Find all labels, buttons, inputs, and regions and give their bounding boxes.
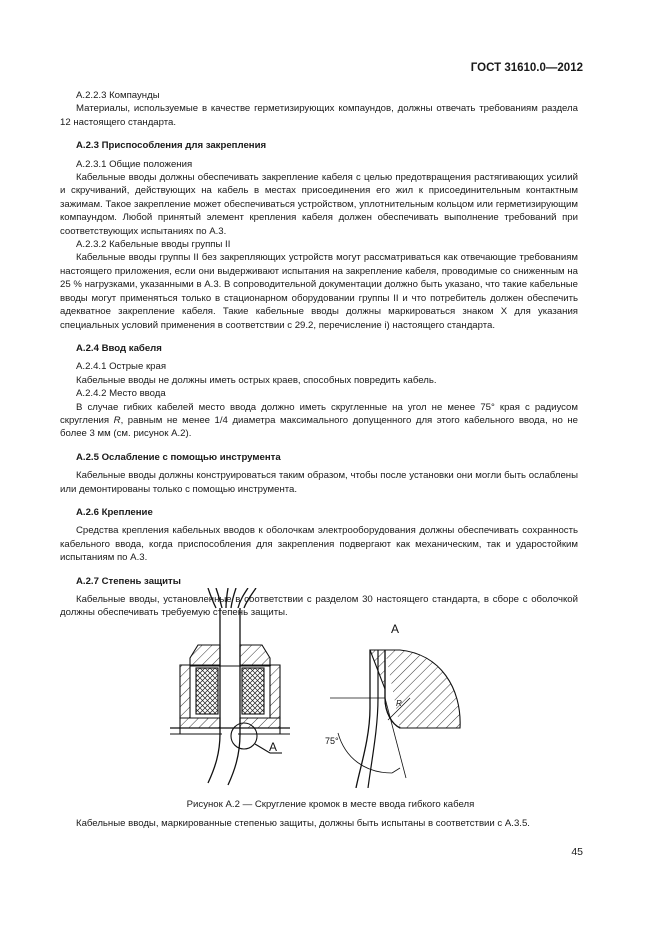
section-heading: А.2.3 Приспособления для закрепления: [76, 140, 267, 152]
figure-caption: Рисунок А.2 — Скругление кромок в месте ввода гибкого кабеля: [186, 799, 475, 810]
section-heading: А.2.6 Крепление: [76, 506, 153, 518]
paragraph: Материалы, используемые в качестве герметизирующих компаундов, должны отвечать требованиям раздела 12 настоящего стандарта.: [60, 103, 578, 128]
radius-symbol: R: [113, 414, 121, 426]
subsection-title: А.2.3.1 Общие положения: [76, 158, 193, 170]
subsection-title: А.2.4.2 Место ввода: [76, 388, 166, 400]
page-number: 45: [571, 846, 583, 858]
paragraph: Кабельные вводы, маркированные степенью защиты, должны быть испытаны в соответствии с А.3.5.: [76, 818, 530, 829]
paragraph: Кабельные вводы не должны иметь острых краев, способных повредить кабель.: [76, 374, 437, 386]
subsection-title: А.2.2.3 Компаунды: [76, 90, 160, 101]
paragraph: [60, 401, 578, 441]
paragraph-part: В случае гибких кабелей место ввода должно иметь скругленные на угол не менее 75° края с радиусом скругления: [60, 401, 578, 426]
section-heading: А.2.5 Ослабление с помощью инструмента: [76, 451, 281, 463]
paragraph: Кабельные вводы должны конструироваться таким образом, чтобы после установки они могли быть ослаблены или демонтированы только с помощью инструмента.: [60, 470, 578, 495]
section-heading: А.2.4 Ввод кабеля: [76, 342, 162, 354]
gland-section-drawing: [170, 588, 290, 785]
detail-a-drawing: [330, 650, 460, 788]
document-header: ГОСТ 31610.0—2012: [470, 62, 583, 74]
paragraph: Кабельные вводы, установленные в соответствии с разделом 30 настоящего стандарта, в сборе с оболочкой должны обеспечивать требуемую степень защиты.: [60, 594, 578, 619]
paragraph: Кабельные вводы должны обеспечивать закрепление кабеля с целью предотвращения растягивающих усилий и скручиваний, действующих на кабель в местах присоединения его жил к присоединительным контактным зажимам. Такое закрепление может обеспечиваться устройством, уплотнительным кольцом или герметизирующим компаундом. Любой принятый элемент крепления кабеля должен обеспечивать выполнение требований при соответствующих испытаниях по А.3.: [60, 172, 578, 237]
subsection-title: А.2.3.2 Кабельные вводы группы II: [76, 239, 231, 251]
detail-label-left: A: [269, 740, 278, 754]
paragraph: Средства крепления кабельных вводов к оболочкам электрооборудования должны обеспечивать сохранность кабельного ввода, когда приспособления для закрепления подвергают как механическим, так и ударостойким испытаниям по А.3.: [60, 525, 578, 564]
angle-label: 75°: [325, 736, 339, 746]
paragraph-part: , равным не менее 1/4 диаметра максимального допущенного для этого кабельного ввода, но не более 3 мм (см. рисунок А.2).: [60, 414, 578, 440]
section-heading: А.2.7 Степень защиты: [76, 575, 181, 587]
detail-label-right: A: [391, 622, 400, 636]
paragraph: Кабельные вводы группы II без закрепляющих устройств могут рассматриваться как отвечающие требованиям настоящего приложения, если они выдерживают испытания на закрепление кабеля, проводимые со сниженным на 25 % нагрузками, указанными в А.3. В сопроводительной документации должно быть указано, что такие кабельные вводы могут применяться только в стационарном оборудовании группы II и что потребитель должен обеспечить адекватное закрепление кабеля. Такие кабельные вводы должны маркироваться знаком X для указания специальных условий применения в соответствии с 29.2, перечисление i) настоящего стандарта.: [60, 252, 578, 331]
radius-label: R: [396, 699, 402, 708]
cable-gland-figure: [160, 588, 500, 788]
subsection-title: А.2.4.1 Острые края: [76, 361, 167, 373]
document-body: [60, 89, 578, 620]
